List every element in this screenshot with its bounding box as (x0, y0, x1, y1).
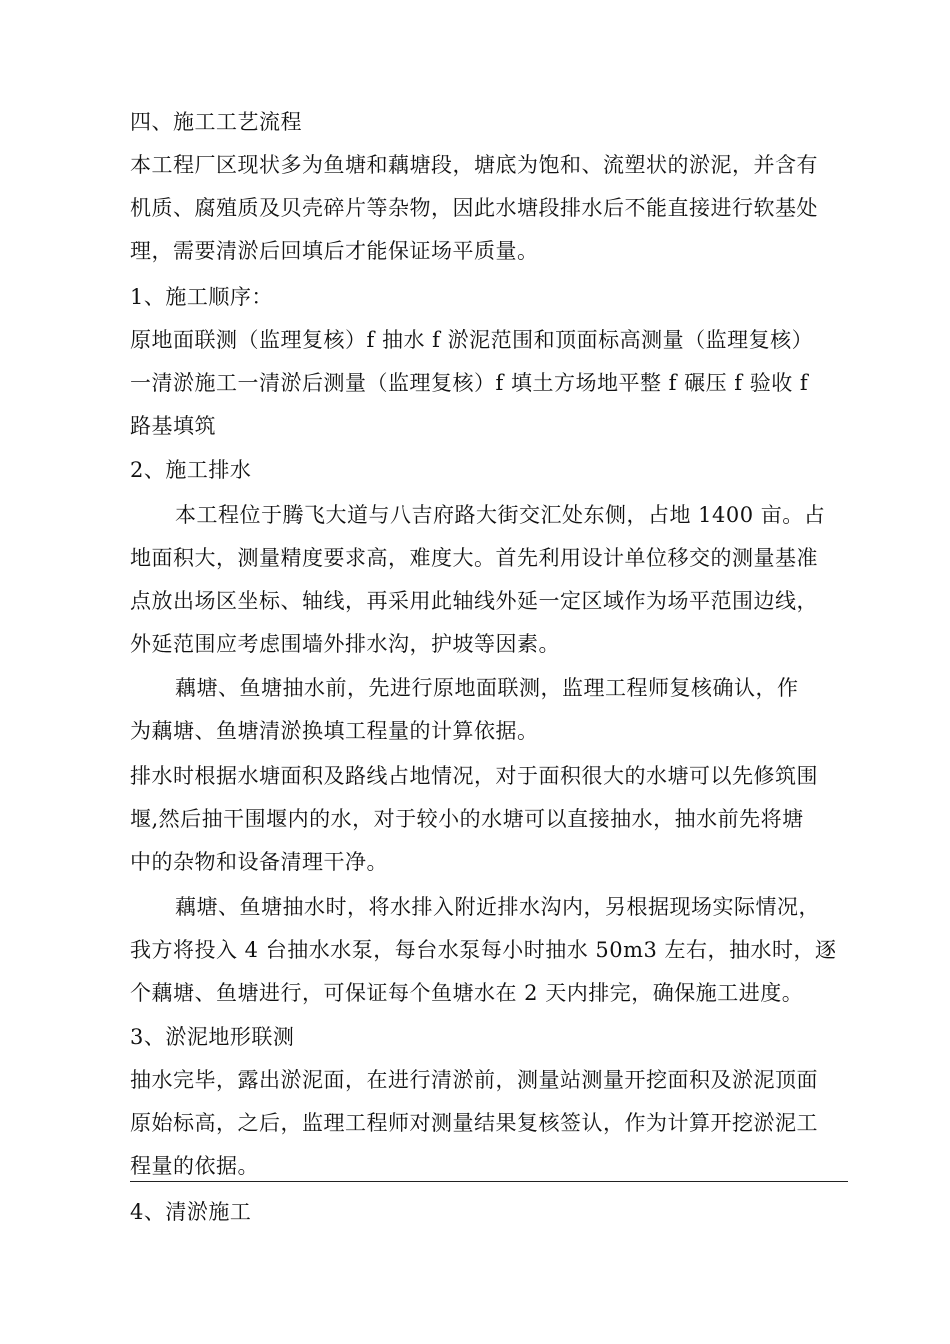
paragraph-line: 为藕塘、鱼塘清淤换填工程量的计算依据。 (130, 719, 539, 743)
subsection-heading: 1、施工顺序： (130, 285, 273, 309)
paragraph-line: 排水时根据水塘面积及路线占地情况，对于面积很大的水塘可以先修筑围 (130, 764, 818, 788)
paragraph-line: 本工程厂区现状多为鱼塘和藕塘段，塘底为饱和、流塑状的淤泥，并含有 (130, 153, 818, 177)
subsection-heading: 2、施工排水 (130, 458, 252, 482)
paragraph-line: 程量的依据。 (130, 1154, 259, 1178)
paragraph-line: 我方将投入 4 台抽水水泵，每台水泵每小时抽水 50m3 左右，抽水时，逐 (130, 938, 837, 962)
paragraph-line: 外延范围应考虑围墙外排水沟，护坡等因素。 (130, 632, 560, 656)
paragraph-line: 一清淤施工一清淤后测量（监理复核）f 填土方场地平整 f 碾压 f 验收 f (130, 371, 809, 395)
paragraph-line: 理，需要清淤后回填后才能保证场平质量。 (130, 239, 539, 263)
paragraph-line: 堰,然后抽干围堰内的水，对于较小的水塘可以直接抽水，抽水前先将塘 (130, 807, 804, 831)
subsection-heading: 4、清淤施工 (130, 1200, 252, 1224)
paragraph-line: 点放出场区坐标、轴线，再采用此轴线外延一定区域作为场平范围边线， (130, 589, 818, 613)
horizontal-divider (130, 1181, 848, 1182)
paragraph-line: 藕塘、鱼塘抽水前，先进行原地面联测，监理工程师复核确认，作 (175, 676, 799, 700)
paragraph-line: 路基填筑 (130, 414, 216, 438)
paragraph-line: 抽水完毕，露出淤泥面，在进行清淤前，测量站测量开挖面积及淤泥顶面 (130, 1068, 818, 1092)
paragraph-line: 机质、腐殖质及贝壳碎片等杂物，因此水塘段排水后不能直接进行软基处 (130, 196, 818, 220)
paragraph-line: 藕塘、鱼塘抽水时，将水排入附近排水沟内，另根据现场实际情况， (175, 895, 820, 919)
section-heading: 四、施工工艺流程 (130, 110, 302, 134)
paragraph-line: 原始标高，之后，监理工程师对测量结果复核签认，作为计算开挖淤泥工 (130, 1111, 818, 1135)
paragraph-line: 原地面联测（监理复核）f 抽水 f 淤泥范围和顶面标高测量（监理复核） (130, 328, 814, 352)
paragraph-line: 中的杂物和设备清理干净。 (130, 850, 388, 874)
paragraph-line: 本工程位于腾飞大道与八吉府路大街交汇处东侧，占地 1400 亩。占 (175, 503, 826, 527)
paragraph-line: 个藕塘、鱼塘进行，可保证每个鱼塘水在 2 天内排完，确保施工进度。 (130, 981, 804, 1005)
subsection-heading: 3、淤泥地形联测 (130, 1025, 295, 1049)
paragraph-line: 地面积大，测量精度要求高，难度大。首先利用设计单位移交的测量基准 (130, 546, 818, 570)
